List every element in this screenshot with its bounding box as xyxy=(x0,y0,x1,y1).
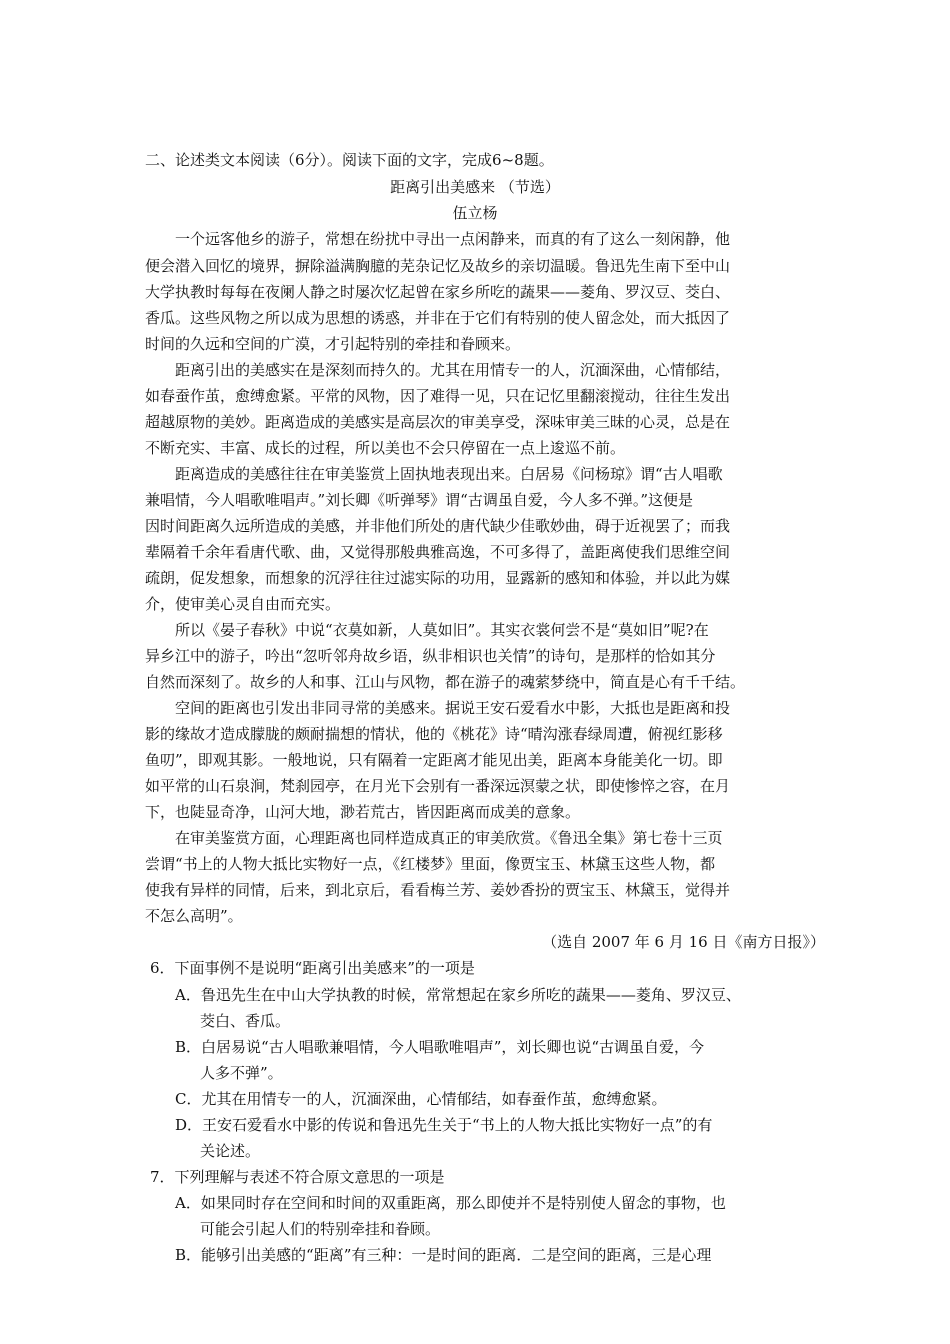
paragraph-line: 一个远客他乡的游子，常想在纷扰中寻出一点闲静来，而真的有了这么一刻闲静，他 xyxy=(175,230,731,248)
question-6-option-b: B．白居易说“古人唱歌兼唱情，今人唱歌唯唱声”，刘长卿也说“古调虽自爱，今 xyxy=(175,1038,705,1056)
article-author: 伍立杨 xyxy=(452,204,498,222)
article-title: 距离引出美感来 （节选） xyxy=(390,178,560,196)
paragraph-line: 兼唱情，今人唱歌唯唱声。”刘长卿《听弹琴》谓“古调虽自爱，今人多不弹。”这便是 xyxy=(145,491,694,509)
paragraph-line: 辈隔着千余年看唐代歌、曲，又觉得那般典雅高逸，不可多得了，盖距离使我们思维空间 xyxy=(145,543,731,561)
paragraph-line: 不怎么高明”。 xyxy=(145,907,243,925)
paragraph-line: 距离引出的美感实在是深刻而持久的。尤其在用情专一的人，沉湎深曲，心情郁结， xyxy=(175,361,731,379)
article-source: （选自 2007 年 6 月 16 日《南方日报》） xyxy=(542,933,825,951)
paragraph-line: 距离造成的美感往往在审美鉴赏上固执地表现出来。白居易《问杨琼》谓“古人唱歌 xyxy=(175,465,723,483)
paragraph-line: 不断充实、丰富、成长的过程，所以美也不会只停留在一点上逡巡不前。 xyxy=(145,439,626,457)
paragraph-line: 如春蚕作茧，愈缚愈紧。平常的风物，因了难得一见，只在记忆里翻滚搅动，往往生发出 xyxy=(145,387,731,405)
paragraph-line: 影的缘故才造成朦胧的颇耐揣想的情状，他的《桃花》诗“晴沟涨春绿周遭，俯视红影移 xyxy=(145,725,723,743)
paragraph-line: 异乡江中的游子，吟出“忽听邻舟故乡语，纵非相识也关情”的诗句，是那样的恰如其分 xyxy=(145,647,716,665)
question-6-option-a-cont: 茭白、香瓜。 xyxy=(200,1012,291,1030)
question-6-option-d-cont: 关论述。 xyxy=(200,1142,261,1160)
section-heading: 二、论述类文本阅读（6分）。阅读下面的文字，完成6~8题。 xyxy=(145,151,554,169)
question-6-option-b-cont: 人多不弹”。 xyxy=(200,1064,283,1082)
question-7-stem: 7．下列理解与表述不符合原文意思的一项是 xyxy=(150,1168,445,1186)
paragraph-line: 使我有异样的同情，后来，到北京后，看看梅兰芳、姜妙香扮的贾宝玉、林黛玉，觉得并 xyxy=(145,881,731,899)
paragraph-line: 疏朗，促发想象，而想象的沉浮往往过滤实际的功用，显露新的感知和体验，并以此为媒 xyxy=(145,569,731,587)
paragraph-line: 香瓜。这些风物之所以成为思想的诱惑，并非在于它们有特别的使人留念处，而大抵因了 xyxy=(145,309,731,327)
question-7-option-a-cont: 可能会引起人们的特别牵挂和眷顾。 xyxy=(200,1220,441,1238)
paragraph-line: 如平常的山石泉涧，梵刹园亭，在月光下会别有一番深远溟蒙之状，即使惨悴之容，在月 xyxy=(145,777,731,795)
paragraph-line: 自然而深刻了。故乡的人和事、江山与风物，都在游子的魂萦梦绕中，简直是心有千千结。 xyxy=(145,673,746,691)
paragraph-line: 所以《晏子春秋》中说“衣莫如新，人莫如旧”。其实衣裳何尝不是“莫如旧”呢?在 xyxy=(175,621,709,639)
paragraph-line: 便会潜入回忆的境界，摒除溢满胸臆的芜杂记忆及故乡的亲切温暖。鲁迅先生南下至中山 xyxy=(145,257,731,275)
question-7-option-b: B．能够引出美感的“距离”有三种：一是时间的距离．二是空间的距离，三是心理 xyxy=(175,1246,712,1264)
paragraph-line: 鱼叨”，即观其影。一般地说，只有隔着一定距离才能见出美，距离本身能美化一切。即 xyxy=(145,751,723,769)
paragraph-line: 超越原物的美妙。距离造成的美感实是高层次的审美享受，深味审美三昧的心灵，总是在 xyxy=(145,413,731,431)
paragraph-line: 尝谓“书上的人物大抵比实物好一点，《红楼梦》里面，像贾宝玉、林黛玉这些人物，都 xyxy=(145,855,716,873)
question-6-option-d: D．王安石爱看水中影的传说和鲁迅先生关于“书上的人物大抵比实物好一点”的有 xyxy=(175,1116,713,1134)
question-6-option-c: C．尤其在用情专一的人，沉湎深曲，心情郁结，如春蚕作茧，愈缚愈紧。 xyxy=(175,1090,667,1108)
paragraph-line: 因时间距离久远所造成的美感，并非他们所处的唐代缺少佳歌妙曲，碍于近视罢了；而我 xyxy=(145,517,731,535)
paragraph-line: 在审美鉴赏方面，心理距离也同样造成真正的审美欣赏。《鲁迅全集》第七卷十三页 xyxy=(175,829,723,847)
paragraph-line: 下，也陡显奇净，山河大地，渺若荒古，皆因距离而成美的意象。 xyxy=(145,803,581,821)
paragraph-line: 空间的距离也引发出非同寻常的美感来。据说王安石爱看水中影，大抵也是距离和投 xyxy=(175,699,731,717)
paragraph-line: 时间的久远和空间的广漠，才引起特别的牵挂和眷顾来。 xyxy=(145,335,521,353)
question-6-option-a: A．鲁迅先生在中山大学执教的时候，常常想起在家乡所吃的蔬果——菱角、罗汉豆、 xyxy=(175,986,741,1004)
paragraph-line: 大学执教时每每在夜阑人静之时屡次忆起曾在家乡所吃的蔬果——菱角、罗汉豆、茭白、 xyxy=(145,283,731,301)
question-6-stem: 6．下面事例不是说明“距离引出美感来”的一项是 xyxy=(150,959,475,977)
paragraph-line: 介，使审美心灵自由而充实。 xyxy=(145,595,341,613)
question-7-option-a: A．如果同时存在空间和时间的双重距离，那么即使并不是特别使人留念的事物，也 xyxy=(175,1194,726,1212)
